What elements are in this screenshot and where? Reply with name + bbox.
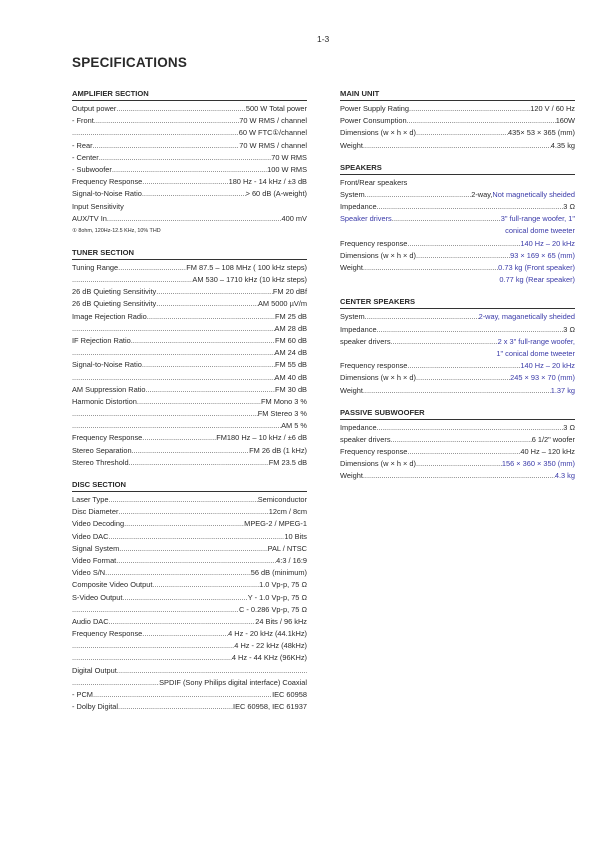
spec-label: Impedance xyxy=(340,422,377,432)
spec-row xyxy=(72,274,307,286)
spec-label: Dimensions (w × h × d) xyxy=(340,250,416,260)
spec-label: Signal-to-Noise Ratio xyxy=(72,360,142,370)
spec-value: 1.0 Vp-p, 75 Ω xyxy=(259,580,307,590)
spec-label: AM Suppression Ratio xyxy=(72,384,146,394)
spec-row xyxy=(72,592,307,604)
spec-label: speaker drivers xyxy=(340,434,391,444)
spec-row xyxy=(72,506,307,518)
spec-section xyxy=(340,162,575,287)
spec-row xyxy=(340,140,575,152)
spec-row xyxy=(340,324,575,336)
spec-row xyxy=(72,665,307,677)
spec-value: C - 0.286 Vp-p, 75 Ω xyxy=(239,604,307,614)
spec-value: AM 28 dB xyxy=(274,323,307,333)
spec-value: MPEG-2 / MPEG-1 xyxy=(244,519,307,529)
spec-label: Harmonic Distortion xyxy=(72,396,137,406)
spec-row xyxy=(340,360,575,372)
spec-row xyxy=(72,262,307,274)
dot-leader xyxy=(108,531,284,543)
spec-row xyxy=(340,458,575,470)
spec-row xyxy=(340,250,575,262)
spec-value: 400 mV xyxy=(281,213,307,223)
spec-value: 4.3 kg xyxy=(554,471,575,481)
spec-label: Weight xyxy=(340,385,363,395)
spec-row xyxy=(72,604,307,616)
dot-leader xyxy=(105,567,251,579)
dot-leader xyxy=(137,396,261,408)
dot-leader xyxy=(118,701,233,713)
footnote: ① 8ohm, 120Hz-12.5 KHz, 10% THD xyxy=(72,227,161,234)
spec-label: IF Rejection Ratio xyxy=(72,335,131,345)
spec-row xyxy=(72,115,307,127)
spec-row xyxy=(72,335,307,347)
dot-leader xyxy=(363,385,551,397)
spec-label: Audio DAC xyxy=(72,616,109,626)
spec-label: Video DAC xyxy=(72,531,109,541)
spec-label: - Front xyxy=(72,116,94,126)
spec-row xyxy=(340,471,575,483)
dot-leader xyxy=(392,213,501,225)
spec-value: 70 W RMS / channel xyxy=(239,140,307,150)
section-heading: AMPLIFIER SECTION xyxy=(72,88,307,101)
spec-label: Weight xyxy=(340,263,363,273)
spec-row xyxy=(340,385,575,397)
dot-leader xyxy=(416,250,510,262)
dot-leader xyxy=(156,298,258,310)
spec-value: 60 W FTC①/channel xyxy=(238,128,307,138)
spec-row xyxy=(72,347,307,359)
spec-value: > 60 dB (A-weight) xyxy=(245,189,307,199)
spec-label: Impedance xyxy=(340,202,377,212)
spec-value: Y - 1.0 Vp-p, 75 Ω xyxy=(247,592,307,602)
spec-row xyxy=(72,543,307,555)
dot-leader xyxy=(99,152,272,164)
spec-row xyxy=(72,213,307,225)
spec-row xyxy=(72,311,307,323)
section-heading: PASSIVE SUBWOOFER xyxy=(340,407,575,420)
spec-value: 435× 53 × 365 (mm) xyxy=(508,128,575,138)
spec-row xyxy=(72,103,307,115)
spec-continuation xyxy=(340,274,575,286)
spec-label: Tuning Range xyxy=(72,262,119,272)
dot-leader xyxy=(391,336,498,348)
spec-value: FM 23.5 dB xyxy=(268,457,307,467)
spec-value: 156 × 360 × 350 (mm) xyxy=(501,459,575,469)
dot-leader xyxy=(142,432,216,444)
spec-label: Frequency Response xyxy=(72,177,143,187)
spec-value: 3" full-range woofer, 1" xyxy=(500,214,575,224)
spec-section xyxy=(72,479,307,713)
spec-continuation xyxy=(340,348,575,360)
dot-leader xyxy=(72,604,239,616)
spec-label: S-Video Output xyxy=(72,592,123,602)
spec-label: Signal-to-Noise Ratio xyxy=(72,189,142,199)
dot-leader xyxy=(156,286,273,298)
spec-value-extra: Not magnetically sheided xyxy=(492,189,575,199)
spec-row xyxy=(340,422,575,434)
spec-label: Frequency response xyxy=(340,238,408,248)
dot-leader xyxy=(112,164,267,176)
spec-row xyxy=(340,262,575,274)
dot-leader xyxy=(72,408,258,420)
dot-leader xyxy=(363,262,498,274)
spec-section xyxy=(340,407,575,483)
dot-leader xyxy=(72,372,275,384)
spec-value: AM 40 dB xyxy=(274,372,307,382)
spec-value: FM 26 dB (1 kHz) xyxy=(249,445,307,455)
spec-value: 3 Ω xyxy=(563,324,575,334)
spec-label: 26 dB Quieting Sensitivity xyxy=(72,299,157,309)
dot-leader xyxy=(116,555,276,567)
right-column xyxy=(340,88,575,493)
dot-leader xyxy=(72,677,159,689)
spec-value: 0.77 kg (Rear speaker) xyxy=(499,275,575,285)
dot-leader xyxy=(146,384,275,396)
spec-section xyxy=(340,88,575,152)
spec-label: Frequency response xyxy=(340,361,408,371)
spec-row xyxy=(340,372,575,384)
dot-leader xyxy=(363,470,555,482)
spec-row xyxy=(72,164,307,176)
spec-value: FM Mono 3 % xyxy=(260,396,307,406)
dot-leader xyxy=(72,323,275,335)
spec-value: AM 530 – 1710 kHz (10 kHz steps) xyxy=(192,275,307,285)
spec-value: 4:3 / 16:9 xyxy=(276,555,307,565)
dot-leader xyxy=(93,689,272,701)
spec-value: 4 Hz - 44 KHz (96KHz) xyxy=(231,653,307,663)
spec-row xyxy=(72,140,307,152)
spec-value: FM 60 dB xyxy=(274,335,307,345)
spec-label: Composite Video Output xyxy=(72,580,153,590)
dot-leader xyxy=(416,372,510,384)
dot-leader xyxy=(131,335,275,347)
spec-row xyxy=(72,531,307,543)
spec-label: Weight xyxy=(340,471,363,481)
spec-label: Frequency Response xyxy=(72,629,143,639)
spec-value: 6 1/2" woofer xyxy=(531,434,575,444)
spec-label: Disc Diameter xyxy=(72,507,119,517)
spec-label: Output power xyxy=(72,103,117,113)
spec-row xyxy=(340,201,575,213)
spec-row xyxy=(72,323,307,335)
spec-label: AUX/TV In xyxy=(72,213,107,223)
spec-label: Impedance xyxy=(340,324,377,334)
spec-row xyxy=(72,408,307,420)
spec-label: Image Rejection Radio xyxy=(72,311,147,321)
spec-value: Semiconductor xyxy=(257,495,307,505)
spec-label: 26 dB Quieting Sensitivity xyxy=(72,287,157,297)
spec-row xyxy=(340,434,575,446)
spec-value: FM180 Hz – 10 kHz / ±6 dB xyxy=(216,433,307,443)
spec-row xyxy=(72,640,307,652)
spec-label: Frequency Response xyxy=(72,433,143,443)
spec-label: Video Format xyxy=(72,555,117,565)
dot-leader xyxy=(107,213,282,225)
spec-value: 1.37 kg xyxy=(550,385,575,395)
dot-leader xyxy=(377,201,564,213)
dot-leader xyxy=(377,324,564,336)
dot-leader xyxy=(142,359,275,371)
spec-row xyxy=(72,567,307,579)
spec-row xyxy=(72,176,307,188)
spec-row xyxy=(340,127,575,139)
dot-leader xyxy=(407,446,520,458)
spec-value: FM 25 dB xyxy=(274,311,307,321)
spec-value: 4 Hz - 20 kHz (44.1kHz) xyxy=(228,629,307,639)
dot-leader xyxy=(72,274,192,286)
spec-label: Dimensions (w × h × d) xyxy=(340,128,416,138)
dot-leader xyxy=(94,115,239,127)
dot-leader xyxy=(132,445,250,457)
spec-row xyxy=(340,213,575,225)
spec-row xyxy=(340,103,575,115)
spec-value: 12cm / 8cm xyxy=(268,507,307,517)
dot-leader xyxy=(72,347,275,359)
spec-row xyxy=(72,689,307,701)
dot-leader xyxy=(407,238,520,250)
spec-label: Frequency response xyxy=(340,447,408,457)
section-heading: DISC SECTION xyxy=(72,479,307,492)
dot-leader xyxy=(416,127,508,139)
spec-value: 245 × 93 × 70 (mm) xyxy=(510,373,575,383)
spec-row xyxy=(72,396,307,408)
spec-value: 140 Hz – 20 kHz xyxy=(520,361,575,371)
spec-section xyxy=(72,247,307,469)
spec-label: Video S/N xyxy=(72,568,106,578)
dot-leader xyxy=(409,103,530,115)
spec-row xyxy=(72,616,307,628)
spec-value: 4 Hz - 22 kHz (48kHz) xyxy=(234,641,307,651)
spec-label: Digital Output xyxy=(72,665,117,675)
spec-label: Dimensions (w × h × d) xyxy=(340,373,416,383)
spec-label: Stereo Threshold xyxy=(72,457,129,467)
spec-row xyxy=(72,127,307,139)
spec-row xyxy=(72,701,307,713)
spec-value: 100 W RMS xyxy=(267,164,307,174)
spec-label: Signal System xyxy=(72,543,120,553)
spec-row xyxy=(72,359,307,371)
spec-value: 500 W Total power xyxy=(245,103,307,113)
spec-value: 70 W RMS / channel xyxy=(239,116,307,126)
spec-label: Power Consumption xyxy=(340,116,407,126)
spec-value: PAL / NTSC xyxy=(267,543,307,553)
spec-row xyxy=(72,628,307,640)
spec-label: - Center xyxy=(72,152,99,162)
dot-leader xyxy=(363,140,551,152)
spec-value: FM Stereo 3 % xyxy=(257,409,307,419)
spec-label: speaker drivers xyxy=(340,336,391,346)
spec-label: Power Supply Rating xyxy=(340,103,410,113)
spec-value: IEC 60958 xyxy=(272,690,307,700)
page-title: SPECIFICATIONS xyxy=(72,55,188,70)
dot-leader xyxy=(108,494,257,506)
left-column xyxy=(72,88,307,723)
spec-value: 24 Bits / 96 kHz xyxy=(255,616,307,626)
spec-label: System xyxy=(340,189,365,199)
dot-leader xyxy=(147,311,275,323)
section-heading: SPEAKERS xyxy=(340,162,575,175)
spec-row xyxy=(72,188,307,200)
spec-value: 10 Bits xyxy=(284,531,307,541)
spec-value: 180 Hz - 14 kHz / ±3 dB xyxy=(228,177,307,187)
spec-row xyxy=(72,286,307,298)
spec-label: Dimensions (w × h × d) xyxy=(340,459,416,469)
spec-label: Stereo Separation xyxy=(72,445,132,455)
spec-value: 70 W RMS xyxy=(271,152,307,162)
spec-row xyxy=(72,445,307,457)
dot-leader xyxy=(416,458,502,470)
spec-row xyxy=(72,384,307,396)
spec-label: - Rear xyxy=(72,140,93,150)
dot-leader xyxy=(142,628,228,640)
spec-row xyxy=(72,494,307,506)
spec-value: 56 dB (minimum) xyxy=(250,568,307,578)
dot-leader xyxy=(152,579,259,591)
spec-value: conical dome tweeter xyxy=(505,226,575,236)
spec-value: FM 55 dB xyxy=(274,360,307,370)
spec-row xyxy=(72,372,307,384)
spec-row xyxy=(72,420,307,432)
spec-row xyxy=(340,446,575,458)
spec-row xyxy=(72,518,307,530)
spec-value: 1" conical dome tweeter xyxy=(496,348,575,358)
spec-section xyxy=(72,88,307,237)
dot-leader xyxy=(365,189,472,201)
dot-leader xyxy=(407,115,556,127)
dot-leader xyxy=(93,140,240,152)
section-heading: MAIN UNIT xyxy=(340,88,575,101)
spec-label: Speaker drivers xyxy=(340,214,392,224)
spec-value: 2-way, xyxy=(471,189,493,199)
spec-row xyxy=(72,457,307,469)
dot-leader xyxy=(72,420,281,432)
spec-row xyxy=(340,189,575,201)
dot-leader xyxy=(118,262,186,274)
spec-label: - Subwoofer xyxy=(72,164,112,174)
spec-value: 0.73 kg (Front speaker) xyxy=(498,263,575,273)
page-number: 1-3 xyxy=(317,34,330,44)
spec-value: 160W xyxy=(555,116,575,126)
dot-leader xyxy=(129,457,269,469)
spec-row xyxy=(72,433,307,445)
dot-leader xyxy=(109,616,256,628)
dot-leader xyxy=(391,434,532,446)
spec-row xyxy=(340,238,575,250)
spec-row xyxy=(340,311,575,323)
spec-value: AM 5000 µV/m xyxy=(257,299,307,309)
spec-value: FM 30 dB xyxy=(274,384,307,394)
spec-value: AM 5 % xyxy=(281,421,307,431)
spec-value: 2 x 3" full-range woofer, xyxy=(497,336,575,346)
dot-leader xyxy=(117,665,307,677)
dot-leader xyxy=(116,103,246,115)
dot-leader xyxy=(122,592,247,604)
spec-section xyxy=(340,296,575,396)
spec-value: SPDIF (Sony Philips digital interface) Coaxial xyxy=(159,677,307,687)
dot-leader xyxy=(142,176,228,188)
dot-leader xyxy=(118,506,268,518)
spec-row xyxy=(72,152,307,164)
section-heading: TUNER SECTION xyxy=(72,247,307,260)
dot-leader xyxy=(72,652,232,664)
spec-value: 40 Hz – 120 kHz xyxy=(520,447,575,457)
section-heading: CENTER SPEAKERS xyxy=(340,296,575,309)
dot-leader xyxy=(124,518,244,530)
spec-label: Laser Type xyxy=(72,495,109,505)
spec-row xyxy=(340,115,575,127)
spec-row xyxy=(72,579,307,591)
spec-value: 93 × 169 × 65 (mm) xyxy=(510,250,575,260)
spec-value: 3 Ω xyxy=(563,422,575,432)
spec-value: 2-way, maganetically sheided xyxy=(478,312,575,322)
dot-leader xyxy=(119,543,267,555)
spec-text: Input Sensitivity xyxy=(72,201,124,211)
dot-leader xyxy=(365,311,479,323)
spec-value: 3 Ω xyxy=(563,202,575,212)
dot-leader xyxy=(142,188,246,200)
spec-value: 120 V / 60 Hz xyxy=(530,103,575,113)
dot-leader xyxy=(377,422,564,434)
dot-leader xyxy=(407,360,520,372)
spec-continuation xyxy=(340,226,575,238)
spec-value: 4.35 kg xyxy=(550,140,575,150)
spec-row xyxy=(72,653,307,665)
spec-text: Front/Rear speakers xyxy=(340,177,408,187)
spec-label: - PCM xyxy=(72,690,93,700)
spec-label: Video Decoding xyxy=(72,519,125,529)
spec-row xyxy=(72,555,307,567)
spec-label: System xyxy=(340,312,365,322)
spec-label: Weight xyxy=(340,140,363,150)
dot-leader xyxy=(72,640,234,652)
spec-value: 140 Hz – 20 kHz xyxy=(520,238,575,248)
spec-value: FM 20 dBf xyxy=(272,287,307,297)
spec-value: FM 87.5 – 108 MHz ( 100 kHz steps) xyxy=(186,262,307,272)
spec-row xyxy=(340,336,575,348)
spec-row xyxy=(72,298,307,310)
spec-row xyxy=(72,677,307,689)
spec-value: IEC 60958, IEC 61937 xyxy=(233,702,307,712)
dot-leader xyxy=(72,127,239,139)
spec-value: AM 24 dB xyxy=(274,348,307,358)
spec-label: - Dolby Digital xyxy=(72,702,119,712)
